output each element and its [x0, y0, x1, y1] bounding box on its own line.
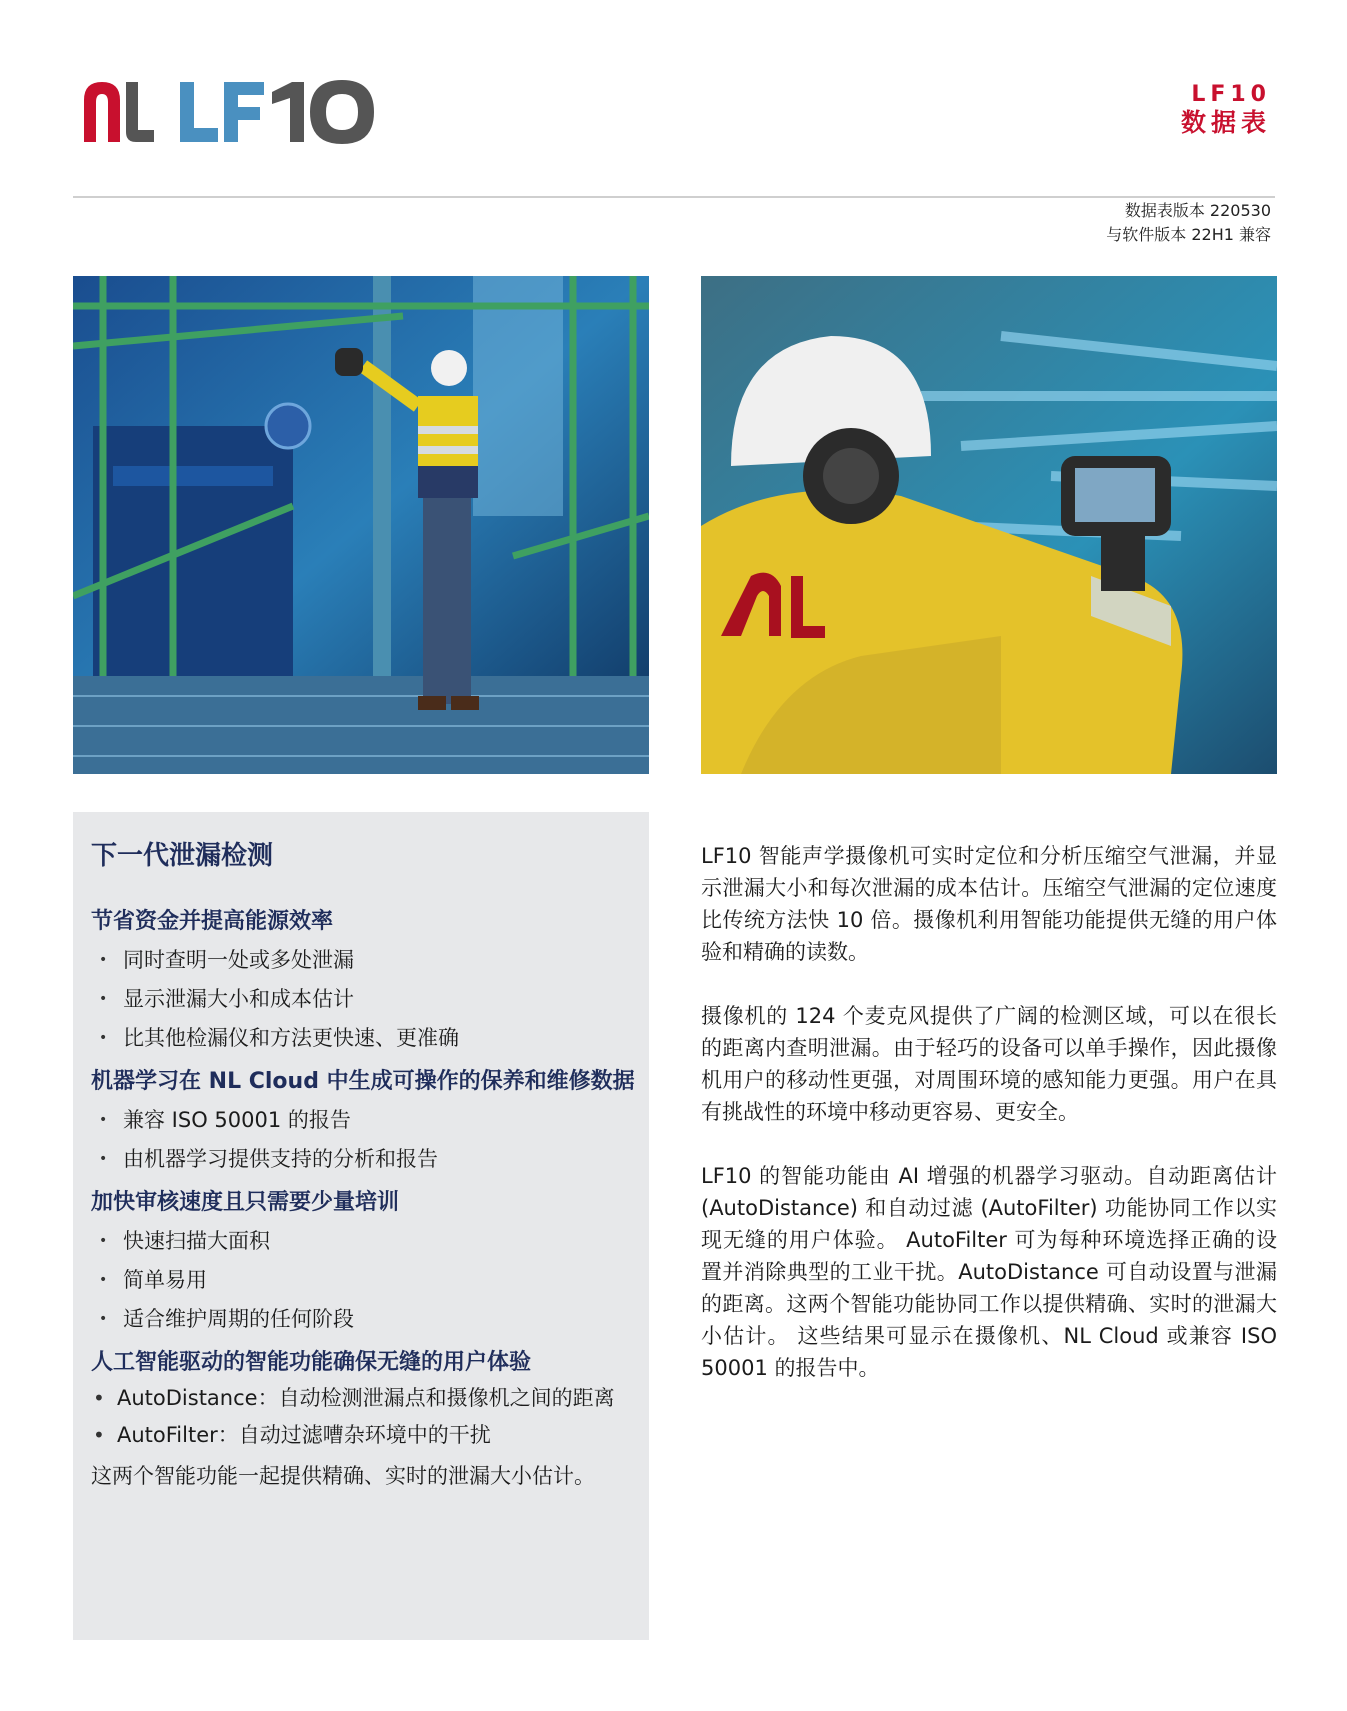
list-item: • 适合维护周期的任何阶段 [91, 1300, 639, 1339]
feature-list [91, 1101, 639, 1179]
logo-lf-mark [180, 82, 264, 142]
panel-title: 下一代泄漏检测 [91, 841, 274, 871]
body-paragraph: LF10 智能声学摄像机可实时定位和分析压缩空气泄漏，并显示泄漏大小和每次泄漏的成本估计。压缩空气泄漏的定位速度比传统方法快 10 倍。摄像机利用智能功能提供无缝的用户体验和精确的读数。 [701, 844, 1277, 964]
worker-with-camera-photo [701, 276, 1277, 774]
list-item: • AutoDistance：自动检测泄漏点和摄像机之间的距离 [91, 1382, 639, 1415]
section-heading: 节省资金并提高能源效率 [91, 909, 334, 934]
logo-n-mark [84, 82, 120, 142]
panel-closing-text: 这两个智能功能一起提供精确、实时的泄漏大小估计。 [91, 1464, 595, 1488]
section-heading: 加快审核速度且只需要少量培训 [91, 1190, 400, 1215]
body-paragraph: 摄像机的 124 个麦克风提供了广阔的检测区域，可以在很长的距离内查明泄漏。由于轻巧的设备可以单手操作，因此摄像机用户的移动性更强，对周围环境的感知能力更强。用户在具有挑战性的环境中移动更容易、更安全。 [701, 1004, 1277, 1124]
logo-l-mark [126, 82, 154, 142]
worker-on-catwalk-photo [73, 276, 649, 774]
model-label: LF10 [1191, 82, 1271, 107]
features-panel [73, 812, 649, 1640]
datasheet-version: 数据表版本 220530 [1124, 201, 1271, 220]
list-item: • 简单易用 [91, 1261, 639, 1300]
logo-0-mark [310, 80, 374, 144]
list-item: • 比其他检漏仪和方法更快速、更准确 [91, 1019, 639, 1058]
list-item: • 显示泄漏大小和成本估计 [91, 980, 639, 1019]
list-item: • 兼容 ISO 50001 的报告 [91, 1101, 639, 1140]
list-item: • 同时查明一处或多处泄漏 [91, 941, 639, 980]
feature-list [91, 1222, 639, 1339]
list-item: • 快速扫描大面积 [91, 1222, 639, 1261]
product-description [701, 840, 1277, 1416]
software-compat: 与软件版本 22H1 兼容 [1106, 225, 1271, 244]
feature-list [91, 941, 639, 1058]
section-heading: 人工智能驱动的智能功能确保无缝的用户体验 [91, 1350, 532, 1375]
list-item: • 由机器学习提供支持的分析和报告 [91, 1140, 639, 1179]
doc-type-label: 数据表 [1180, 108, 1271, 137]
body-paragraph: LF10 的智能功能由 AI 增强的机器学习驱动。自动距离估计 (AutoDistance) 和自动过滤 (AutoFilter) 功能协同工作以实现无缝的用户体验。 AutoFilter 可为每种环境选择正确的设置并消除典型的工业干扰。AutoDistance 可自动设置与泄漏的距离。这两个智能功能协同工作以提供精确、实时的泄漏大小估计。 这些结果可显示在摄像机、NL Cloud 或兼容 ISO 50001 的报告中。 [701, 1164, 1277, 1380]
version-info [1106, 199, 1271, 247]
section-heading: 机器学习在 NL Cloud 中生成可操作的保养和维修数据 [91, 1069, 635, 1094]
feature-list [91, 1382, 639, 1452]
header-divider [73, 196, 1275, 198]
logo-1-mark [272, 82, 304, 142]
document-label [1181, 82, 1271, 138]
nl-lf10-logo [80, 78, 380, 144]
list-item: • AutoFilter：自动过滤嘈杂环境中的干扰 [91, 1419, 639, 1452]
